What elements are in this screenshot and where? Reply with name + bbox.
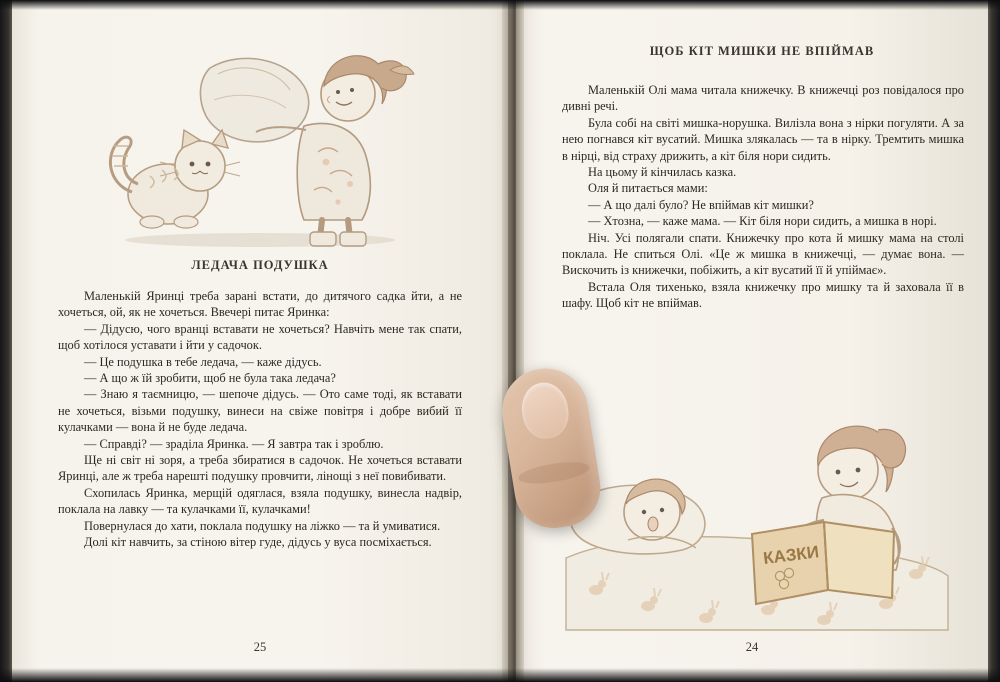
paragraph: — Знаю я таємницю, — шепоче дідусь. — Ото саме тоді, як вставати не хочеться, візьми подушку, винеси на свіже повітря і добре вибий її кулачками — вона й не буде ледача. <box>58 387 462 435</box>
paragraph: — А що ж їй зробити, щоб не була така ледача? <box>84 371 336 386</box>
illustration-girl-pillow-cat <box>90 34 430 252</box>
paragraph: — Справді? — зраділа Яринка. — Я завтра так і зроблю. <box>84 436 384 451</box>
paragraph: Ніч. Усі полягали спати. Книжечку про кота й мишку мама на столі поклала. Не спиться Олі. «Це ж мишка в книжечці, — думає вона. — Вискочить із книжечки, побіжить, а кіт вусатий її й упіймає». <box>562 230 964 278</box>
paragraph: — Хтозна, — каже мама. — Кіт біля нори сидить, а мишка в норі. <box>588 214 937 229</box>
paragraph: Була собі на світі мишка-норушка. Вилізла вона з нірки погуляти. А за нею погнався кіт вусатий. Мишка злякалась — та в нірку. Тремтить мишка в нірці, від страху дрижить, а кіт біля нори сидить. <box>562 115 964 163</box>
paragraph: Повернулася до хати, поклала подушку на ліжко — та й умиватися. <box>84 518 441 533</box>
paragraph: — Дідусю, чого вранці вставати не хочеться? Навчіть мене так спати, щоб хотілося уставати і йти у садочок. <box>58 321 462 353</box>
illustration-mother-reading-to-child <box>556 408 956 640</box>
paragraph: Ще ні світ ні зоря, а треба збиратися в садочок. Не хочеться вставати Яринці, але ж треба нарешті подушку провчити, лінощі з неї повибивати. <box>58 453 462 484</box>
paragraph: — Це подушка в тебе ледача, — каже дідусь. <box>84 354 322 369</box>
bottom-vignette <box>0 668 1000 682</box>
book-gutter <box>502 0 524 682</box>
thumbnail <box>518 379 572 442</box>
paragraph: — А що далі було? Не впіймав кіт мишки? <box>588 197 814 212</box>
paragraph: Схопилась Яринка, мерщій одяглася, взяла подушку, винесла надвір, поклала на лавку — та кулачками її, кулачками! <box>58 485 462 517</box>
knuckle-crease <box>517 458 591 487</box>
right-page-story-title: ЩОБ КІТ МИШКИ НЕ ВПІЙМАВ <box>649 44 875 58</box>
left-page <box>12 0 508 682</box>
paragraph: Встала Оля тихенько, взяла книжечку про мишку та й заховала її в шафу. Щоб кіт не впіймав. <box>562 279 964 311</box>
paragraph: Долі кіт навчить, за стіною вітер гуде, дідусь у вуса посміхається. <box>84 535 432 550</box>
top-vignette <box>0 0 1000 10</box>
right-page-number: 24 <box>745 640 759 654</box>
right-book-edge <box>986 0 1000 682</box>
right-page <box>516 0 988 682</box>
paragraph: На цьому й кінчилась казка. <box>588 165 737 180</box>
right-page-body <box>562 82 964 312</box>
left-page-story-title: ЛЕДАЧА ПОДУШКА <box>191 258 329 272</box>
left-page-number: 25 <box>253 640 267 654</box>
paragraph: Маленькій Яринці треба зарані встати, до дитячого садка йти, а не хочеться, ой, як не хочеться. Ввечері питає Яринка: <box>58 289 462 320</box>
left-page-body <box>58 288 462 551</box>
book-cover-title: КАЗКИ <box>762 542 820 568</box>
paragraph: Оля й питається мами: <box>588 181 708 196</box>
paragraph: Маленькій Олі мама читала книжечку. В книжечці роз повідалося про дивні речі. <box>562 83 964 114</box>
